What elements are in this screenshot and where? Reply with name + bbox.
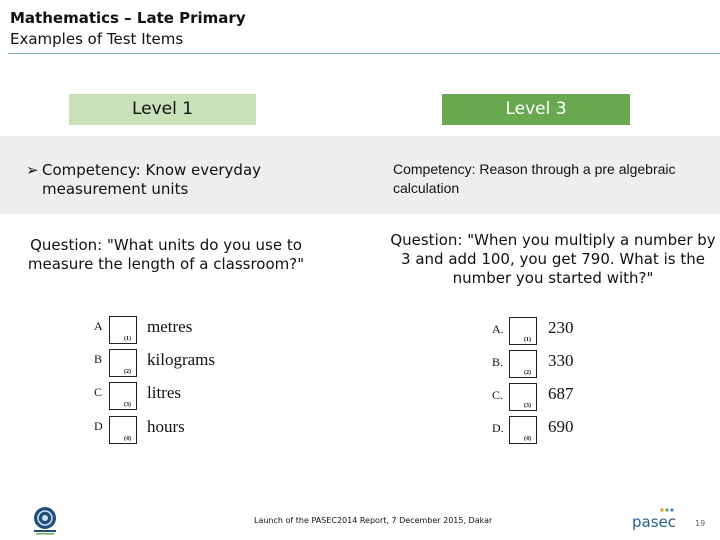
options-left bbox=[94, 316, 294, 446]
option-text: metres bbox=[147, 317, 193, 336]
footer-text: Launch of the PASEC2014 Report, 7 December 2015, Dakar bbox=[254, 516, 493, 525]
option-text: hours bbox=[147, 417, 185, 436]
option-letter: D bbox=[94, 419, 103, 433]
option-letter: B. bbox=[492, 355, 504, 369]
option-text: 230 bbox=[548, 318, 574, 337]
title-divider bbox=[8, 53, 720, 54]
answer-checkbox[interactable] bbox=[509, 317, 537, 345]
option-code: (1) bbox=[124, 336, 131, 342]
title-line-2: Examples of Test Items bbox=[10, 30, 184, 48]
options-right bbox=[492, 317, 612, 447]
competency-left-text: Competency: Know everyday measurement units bbox=[42, 161, 262, 198]
option-text: kilograms bbox=[147, 350, 215, 369]
answer-checkbox[interactable] bbox=[509, 350, 537, 378]
arrow-bullet-icon: ➢ bbox=[26, 161, 39, 179]
option-code: (1) bbox=[524, 337, 531, 343]
option-text: 690 bbox=[548, 417, 574, 436]
option-letter: A. bbox=[492, 322, 504, 336]
option-text: 330 bbox=[548, 351, 574, 370]
option-letter: C bbox=[94, 385, 103, 399]
option-code: (4) bbox=[124, 436, 131, 442]
option-text: litres bbox=[147, 383, 181, 402]
answer-checkbox[interactable] bbox=[109, 382, 137, 410]
option-text: 687 bbox=[548, 384, 574, 403]
competency-right: Competency: Reason through a pre algebraic calculation bbox=[393, 161, 676, 196]
pasec-logo: pasec bbox=[632, 513, 677, 531]
option-code: (2) bbox=[524, 370, 531, 376]
option-letter: C. bbox=[492, 388, 504, 402]
question-left: Question: "What units do you use to measure the length of a classroom?" bbox=[27, 236, 305, 273]
level-3-badge: Level 3 bbox=[442, 94, 630, 125]
answer-checkbox[interactable] bbox=[109, 349, 137, 377]
confemen-logo-icon bbox=[30, 505, 60, 535]
option-letter: A bbox=[94, 319, 103, 333]
option-code: (4) bbox=[524, 436, 531, 442]
question-right: Question: "When you multiply a number by 3 and add 100, you get 790. What is the number you started with?" bbox=[390, 231, 716, 287]
answer-checkbox[interactable] bbox=[509, 383, 537, 411]
option-letter: B bbox=[94, 352, 103, 366]
option-letter: D. bbox=[492, 421, 504, 435]
level-1-badge: Level 1 bbox=[69, 94, 256, 125]
pasec-logo-dots-icon bbox=[660, 508, 676, 512]
competency-left bbox=[26, 161, 316, 199]
answer-checkbox[interactable] bbox=[109, 316, 137, 344]
answer-checkbox[interactable] bbox=[109, 416, 137, 444]
page-number: 19 bbox=[695, 519, 706, 528]
option-code: (3) bbox=[124, 402, 131, 408]
answer-checkbox[interactable] bbox=[509, 416, 537, 444]
title-line-1: Mathematics – Late Primary bbox=[10, 9, 246, 27]
slide-title bbox=[10, 8, 246, 50]
option-code: (3) bbox=[524, 403, 531, 409]
option-code: (2) bbox=[124, 369, 131, 375]
